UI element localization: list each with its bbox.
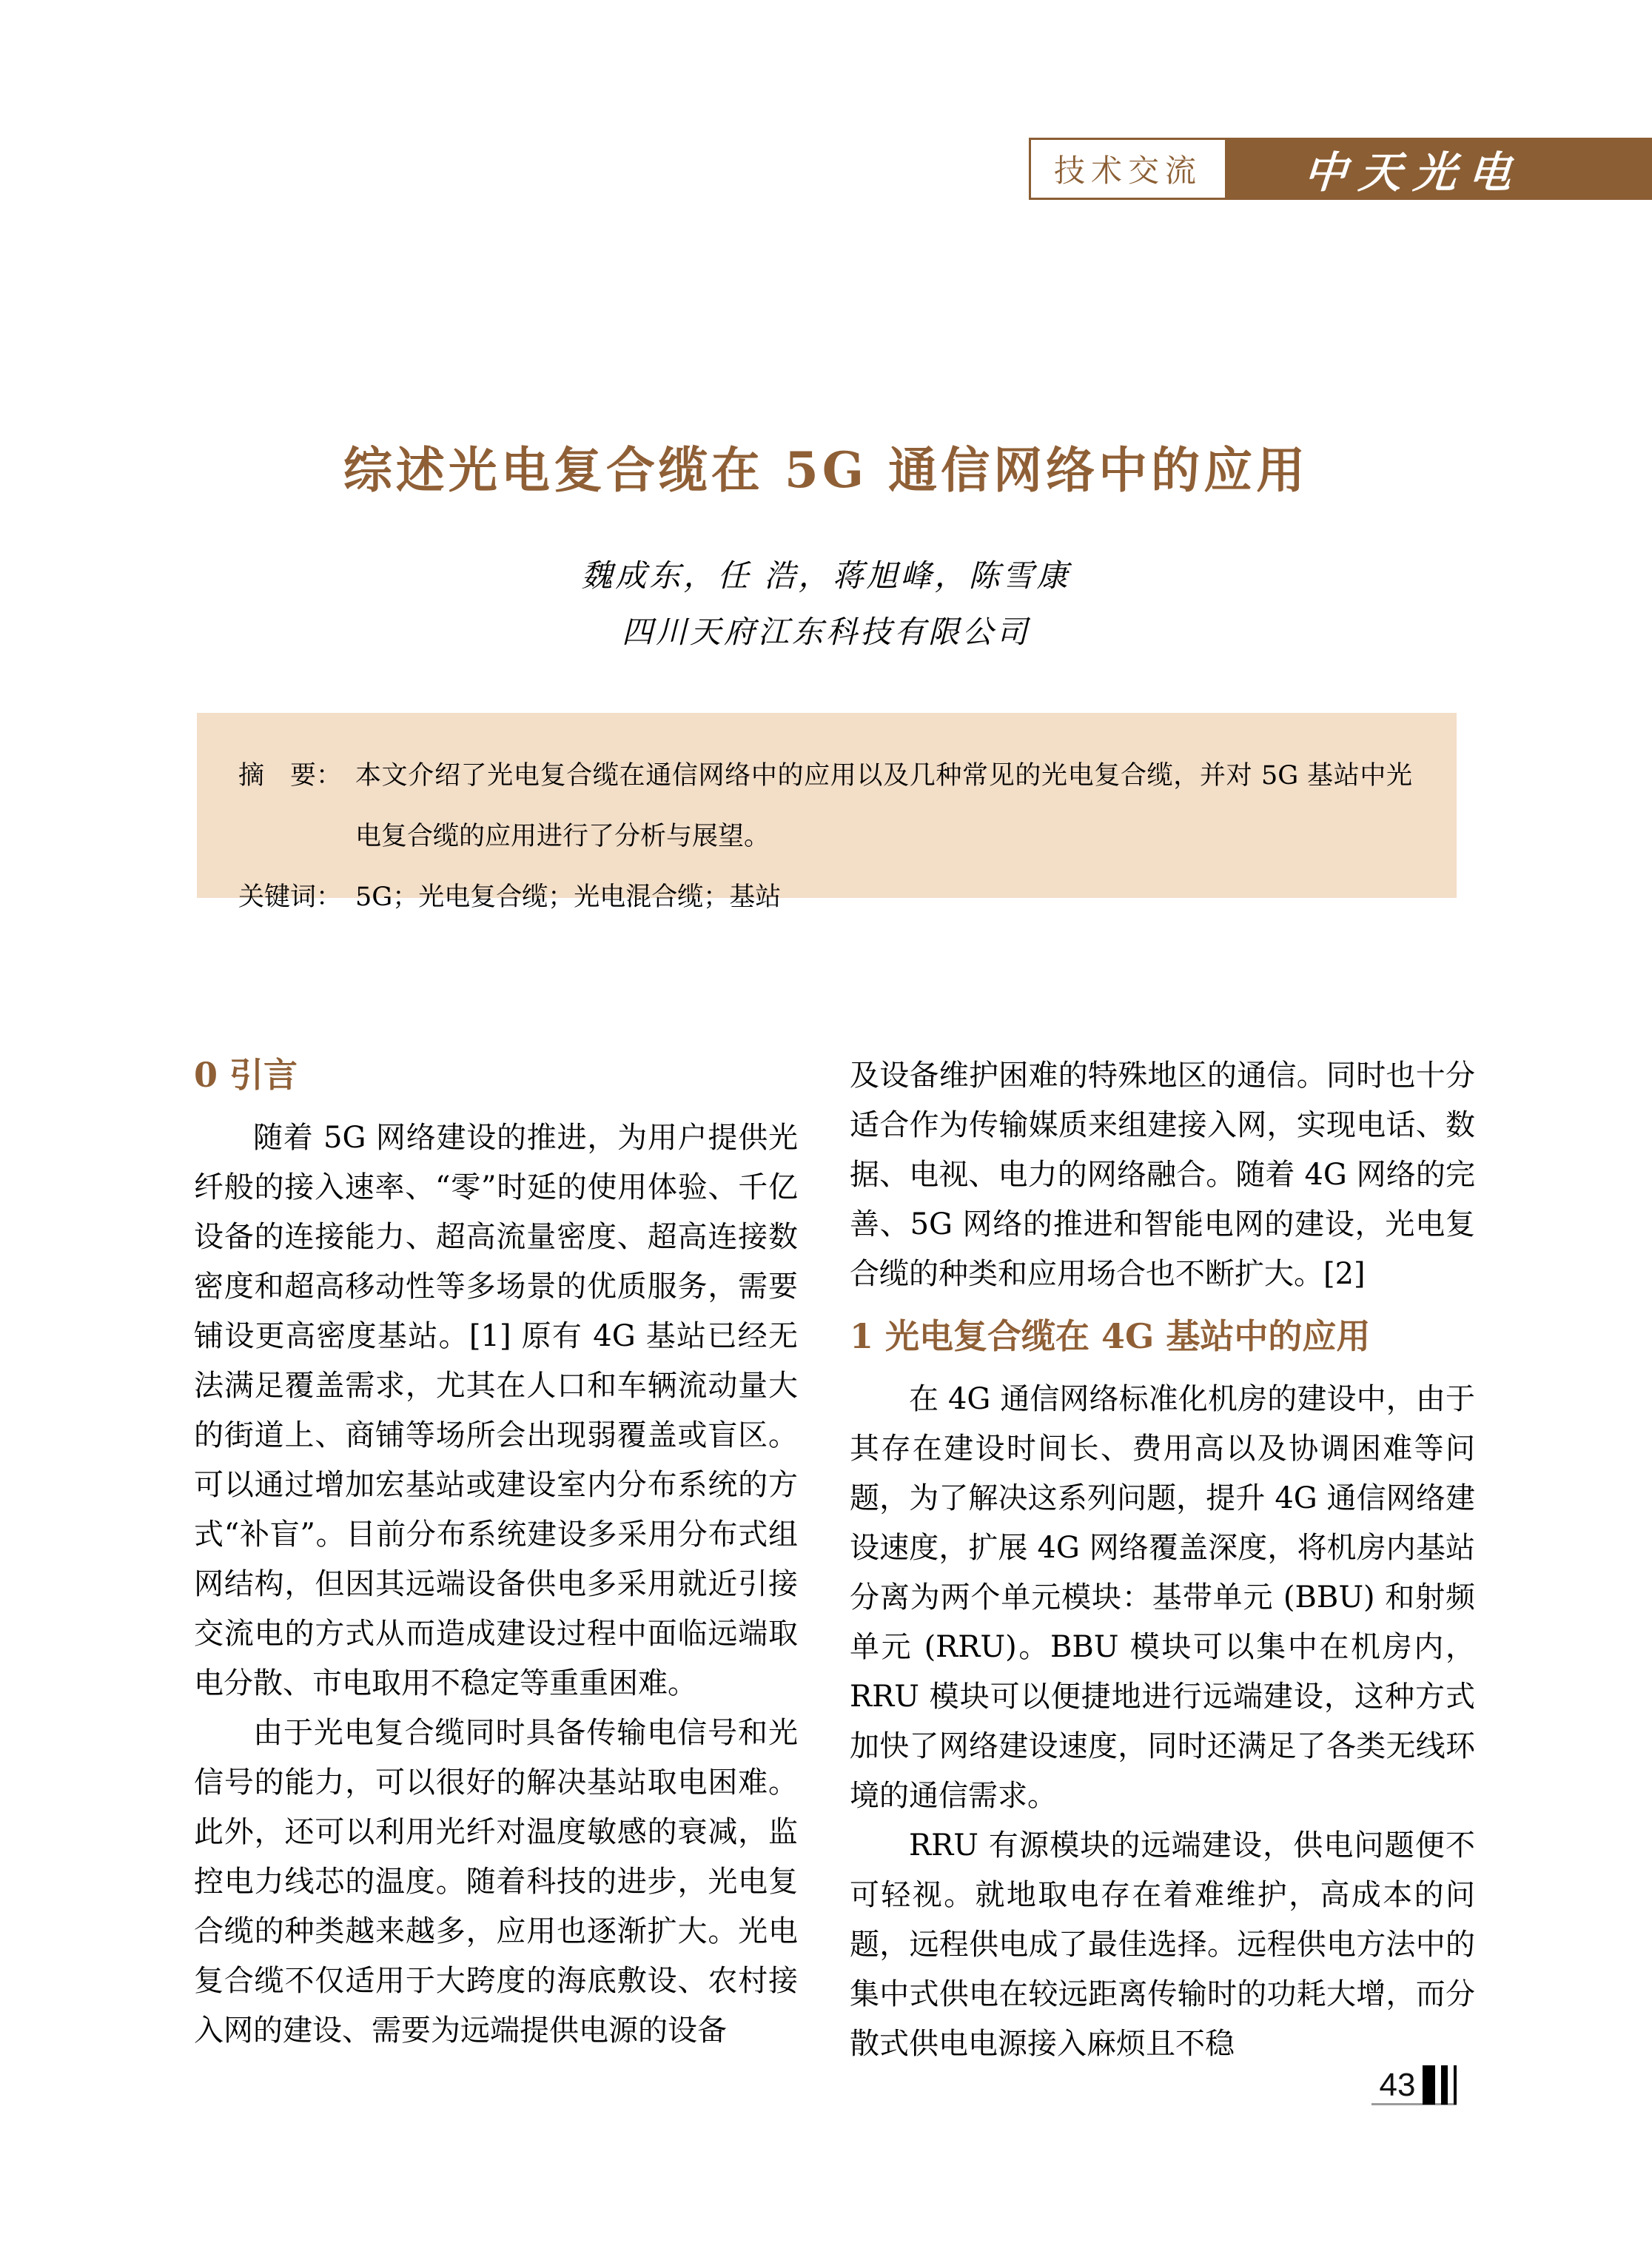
article-affiliation: 四川天府江东科技有限公司 xyxy=(621,614,1030,650)
footer-bar-medium xyxy=(1441,2065,1448,2105)
abstract-text: 本文介绍了光电复合缆在通信网络中的应用以及几种常见的光电复合缆，并对 5G 基站中光电复合缆的应用进行了分析与展望。 xyxy=(355,761,1412,851)
left-column xyxy=(194,1053,798,2056)
right-column xyxy=(850,1051,1475,2069)
footer-bar-wide xyxy=(1423,2065,1435,2105)
header-badge xyxy=(1029,138,1227,200)
abstract-label: 摘 要： xyxy=(238,761,343,791)
section-1-para-1: 在 4G 通信网络标准化机房的建设中，由于其存在建设时间长、费用高以及协调困难等问题，为了解决这系列问题，提升 4G 通信网络建设速度，扩展 4G 网络覆盖深度，将机房内基站分离为两个单元模块：基带单元 (BBU) 和射频单元 (RRU)。BBU 模块可以集中在机房内，RRU 模块可以便捷地进行远端建设，这种方式加快了网络建设速度，同时还满足了各类无线环境的通信需求。 xyxy=(850,1382,1475,1813)
brand-logo-text: 中天光电 xyxy=(1302,147,1525,198)
article-authors: 魏成东，任 浩，蒋旭峰，陈雪康 xyxy=(581,557,1071,594)
section-continuation-para: 及设备维护困难的特殊地区的通信。同时也十分适合作为传输媒质来组建接入网，实现电话、数据、电视、电力的网络融合。随着 4G 网络的完善、5G 网络的推进和智能电网的建设，光电复合缆的种类和应用场合也不断扩大。[2] xyxy=(850,1059,1475,1291)
article-title: 综述光电复合缆在 5G 通信网络中的应用 xyxy=(343,441,1309,499)
brand-logo-box xyxy=(1227,138,1652,200)
keywords-text: 5G；光电复合缆；光电混合缆；基站 xyxy=(355,882,782,912)
abstract-box xyxy=(197,713,1457,912)
section-1-heading: 1 光电复合缆在 4G 基站中的应用 xyxy=(850,1316,1371,1356)
abstract-row xyxy=(238,745,1412,867)
section-0-heading: 0 引言 xyxy=(194,1055,298,1095)
keywords-row xyxy=(238,867,1412,928)
section-1-para-2: RRU 有源模块的远端建设，供电问题便不可轻视。就地取电存在着难维护，高成本的问题，远程供电成了最佳选择。远程供电方法中的集中式供电在较远距离传输时的功耗大增，而分散式供电电源接入麻烦且不稳 xyxy=(850,1828,1475,2061)
section-0-para-2: 由于光电复合缆同时具备传输电信号和光信号的能力，可以很好的解决基站取电困难。此外，还可以利用光纤对温度敏感的衰减，监控电力线芯的温度。随着科技的进步，光电复合缆的种类越来越多，应用也逐渐扩大。光电复合缆不仅适用于大跨度的海底敷设、农村接入网的建设、需要为远端提供电源的设备 xyxy=(194,1716,798,2048)
keywords-label: 关键词： xyxy=(238,882,343,912)
header-badge-label: 技术交流 xyxy=(1053,153,1202,188)
footer-bar-thin xyxy=(1454,2065,1457,2105)
section-0-para-1: 随着 5G 网络建设的推进，为用户提供光纤般的接入速率、“零”时延的使用体验、千亿设备的连接能力、超高流量密度、超高连接数密度和超高移动性等多场景的优质服务，需要铺设更高密度基站。[1] 原有 4G 基站已经无法满足覆盖需求，尤其在人口和车辆流动量大的街道上、商铺等场所会出现弱覆盖或盲区。可以通过增加宏基站或建设室内分布系统的方式“补盲”。目前分布系统建设多采用分布式组网结构，但因其远端设备供电多采用就近引接交流电的方式从而造成建设过程中面临远端取电分散、市电取用不稳定等重重困难。 xyxy=(194,1121,798,1700)
page-number: 43 xyxy=(1379,2067,1416,2103)
footer-bars-icon xyxy=(1423,2065,1457,2105)
